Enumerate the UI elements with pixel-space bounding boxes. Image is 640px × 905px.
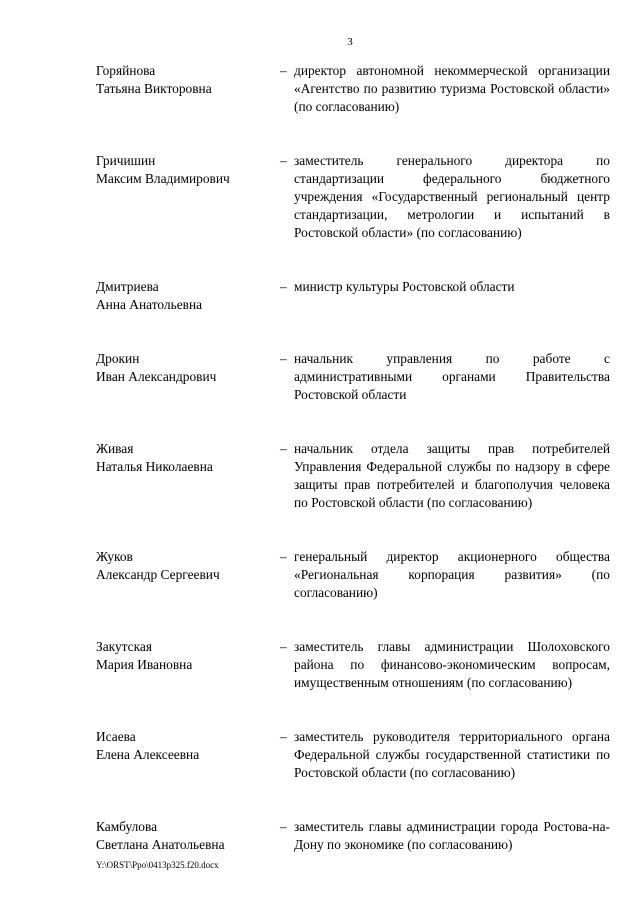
- member-surname: Закутская: [96, 639, 153, 654]
- member-name: [96, 638, 280, 692]
- member-entry: [96, 728, 610, 782]
- member-given-names: Татьяна Викторовна: [96, 81, 212, 96]
- member-role: заместитель главы администрации Шолоховского района по финансово-экономическим вопросам, имущественным отношениям (по согласованию): [294, 639, 610, 690]
- dash-separator: –: [280, 279, 287, 294]
- member-given-names: Мария Ивановна: [96, 657, 193, 672]
- member-role: заместитель руководителя территориального органа Федеральной службы государственной статистики по Ростовской области (по согласованию): [294, 729, 610, 780]
- member-list: [96, 62, 610, 854]
- member-given-names: Наталья Николаевна: [96, 459, 213, 474]
- member-name: [96, 728, 280, 782]
- member-given-names: Елена Алексеевна: [96, 747, 200, 762]
- member-role: министр культуры Ростовской области: [294, 279, 515, 294]
- file-path-footer: Y:\ORST\Ppo\0413p325.f20.docx: [96, 860, 219, 870]
- member-entry: [96, 278, 610, 314]
- member-role: директор автономной некоммерческой организации «Агентство по развитию туризма Ростовской области» (по согласованию): [294, 63, 610, 114]
- dash-separator: –: [280, 819, 287, 834]
- dash-separator: –: [280, 729, 287, 744]
- member-surname: Исаева: [96, 729, 136, 744]
- member-entry: [96, 440, 610, 512]
- member-name: [96, 152, 280, 242]
- member-entry: [96, 350, 610, 404]
- member-entry: [96, 548, 610, 602]
- member-surname: Живая: [96, 441, 134, 456]
- member-name: [96, 278, 280, 314]
- dash-separator: –: [280, 351, 287, 366]
- member-entry: [96, 638, 610, 692]
- member-surname: Дрокин: [96, 351, 140, 366]
- member-surname: Камбулова: [96, 819, 158, 834]
- member-role: генеральный директор акционерного общества «Региональная корпорация развития» (по согласованию): [294, 549, 610, 600]
- member-name: [96, 818, 280, 854]
- member-entry: [96, 152, 610, 242]
- member-given-names: Анна Анатольевна: [96, 297, 203, 312]
- member-entry: [96, 62, 610, 116]
- member-given-names: Максим Владимирович: [96, 171, 230, 186]
- member-role: начальник отдела защиты прав потребителей Управления Федеральной службы по надзору в сфере защиты прав потребителей и благополучия человека по Ростовской области (по согласованию): [294, 441, 610, 510]
- member-surname: Гричишин: [96, 153, 156, 168]
- member-name: [96, 350, 280, 404]
- member-given-names: Светлана Анатольевна: [96, 837, 225, 852]
- member-role: начальник управления по работе с административными органами Правительства Ростовской области: [294, 351, 610, 402]
- page-number: 3: [347, 36, 353, 48]
- dash-separator: –: [280, 153, 287, 168]
- dash-separator: –: [280, 549, 287, 564]
- member-role: заместитель генерального директора по стандартизации федерального бюджетного учреждения «Государственный региональный центр стандартизации, метрологии и испытаний в Ростовской области» (по согласованию): [294, 153, 610, 240]
- dash-separator: –: [280, 639, 287, 654]
- member-surname: Горяйнова: [96, 63, 156, 78]
- member-role: заместитель главы администрации города Ростова-на-Дону по экономике (по согласованию): [294, 819, 610, 852]
- member-name: [96, 440, 280, 512]
- member-name: [96, 62, 280, 116]
- member-surname: Дмитриева: [96, 279, 159, 294]
- dash-separator: –: [280, 63, 287, 78]
- member-given-names: Александр Сергеевич: [96, 567, 220, 582]
- member-surname: Жуков: [96, 549, 133, 564]
- member-entry: [96, 818, 610, 854]
- member-name: [96, 548, 280, 602]
- dash-separator: –: [280, 441, 287, 456]
- member-given-names: Иван Александрович: [96, 369, 217, 384]
